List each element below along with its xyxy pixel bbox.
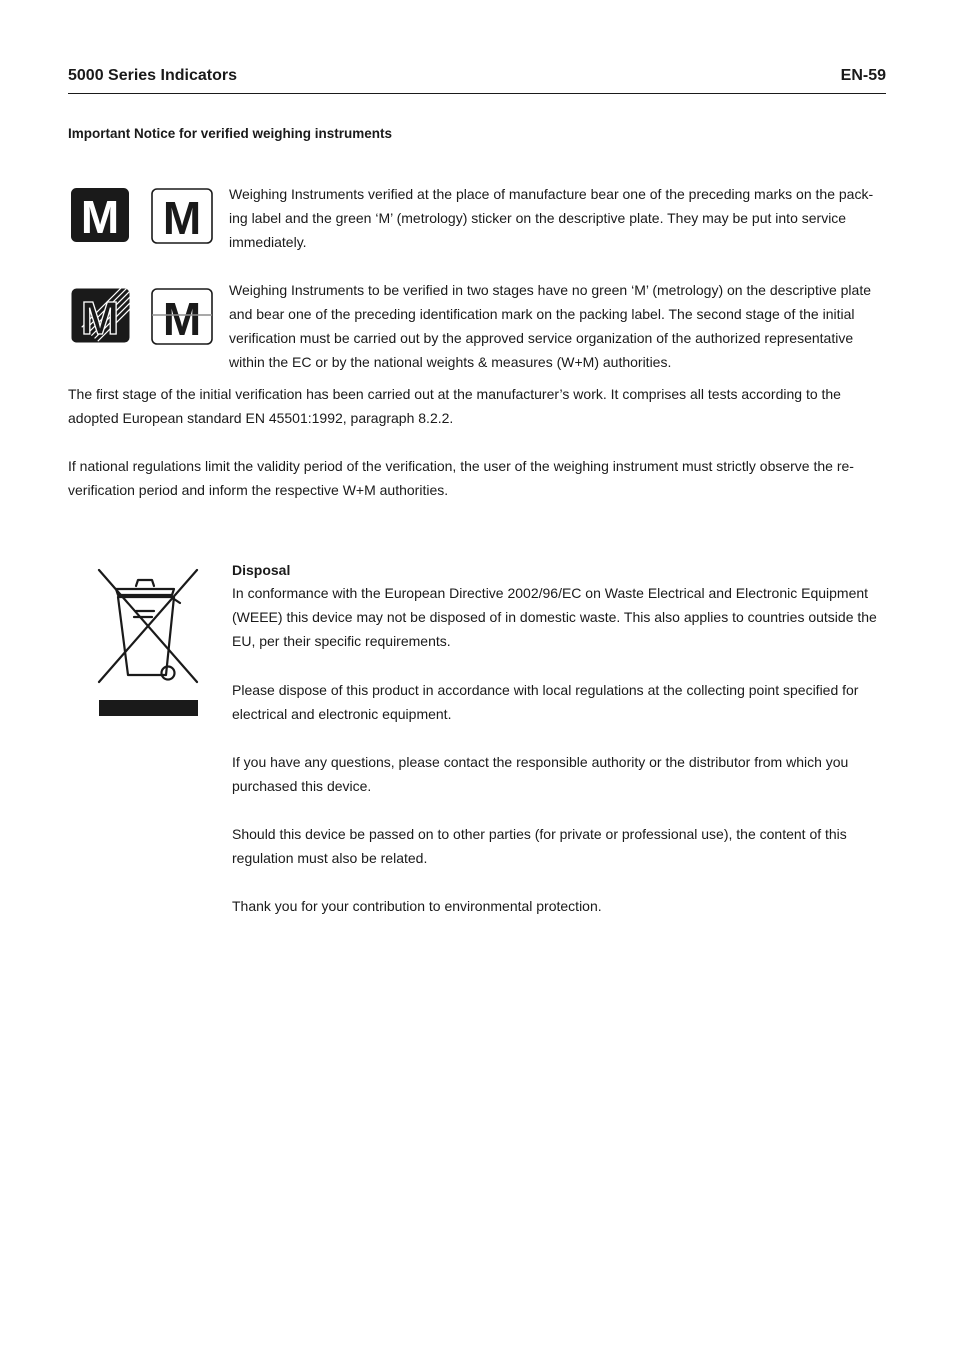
metrology-mark-outline-icon xyxy=(151,188,209,242)
metrology-mark-crossed-icon xyxy=(151,288,209,345)
disposal-paragraph-1: In conformance with the European Directive 2002/96/EC on Waste Electrical and Electronic Equipment (WEEE) this device may not be disposed of in domestic waste. This also applies to countries outside the EU, per their specific requirements. xyxy=(232,585,877,649)
notice-paragraph-1: Weighing Instruments verified at the place of manufacture bear one of the preceding marks on the pack-ing label and the green ‘M’ (metrology) sticker on the descriptive plate. They may be put into service immediately. xyxy=(229,186,874,250)
disposal-paragraph-2: Please dispose of this product in accordance with local regulations at the collecting point specified for electrical and electronic equipment. xyxy=(232,682,859,722)
document-title: 5000 Series Indicators xyxy=(68,67,237,84)
metrology-mark-solid-icon xyxy=(71,188,129,242)
notice-heading: Important Notice for verified weighing instruments xyxy=(68,126,393,141)
page-number: EN-59 xyxy=(840,67,886,84)
disposal-heading: Disposal xyxy=(232,562,291,578)
notice-paragraph-4: If national regulations limit the validity period of the verification, the user of the weighing instrument must strictly observe the re-verification period and inform the respective W+M authorities. xyxy=(68,458,854,498)
metrology-mark-hatched-icon xyxy=(71,288,129,342)
mark-letter: M xyxy=(162,192,202,244)
disposal-paragraph-5: Thank you for your contribution to environmental protection. xyxy=(232,898,602,914)
mark-letter: M xyxy=(162,293,202,345)
mark-letter: M xyxy=(80,191,120,242)
mark-letter: M xyxy=(80,292,120,344)
page-header xyxy=(68,67,886,94)
notice-paragraph-2: Weighing Instruments to be verified in two stages have no green ‘M’ (metrology) on the descriptive plate and bear one of the preceding identification mark on the packing label. The second stage of the initial verification must be carried out by the approved service organization of the authorized representative within the EC or by the national weights & measures (W+M) authorities. xyxy=(229,282,871,370)
disposal-paragraph-3: If you have any questions, please contact the responsible authority or the distributor from which you purchased this device. xyxy=(232,754,849,794)
disposal-paragraph-4: Should this device be passed on to other parties (for private or professional use), the content of this regulation must also be related. xyxy=(232,826,847,866)
crossed-out-wheelie-bin-icon xyxy=(96,567,200,719)
notice-paragraph-3: The first stage of the initial verification has been carried out at the manufacturer’s work. It comprises all tests according to the adopted European standard EN 45501:1992, paragraph 8.2.2. xyxy=(68,386,841,426)
